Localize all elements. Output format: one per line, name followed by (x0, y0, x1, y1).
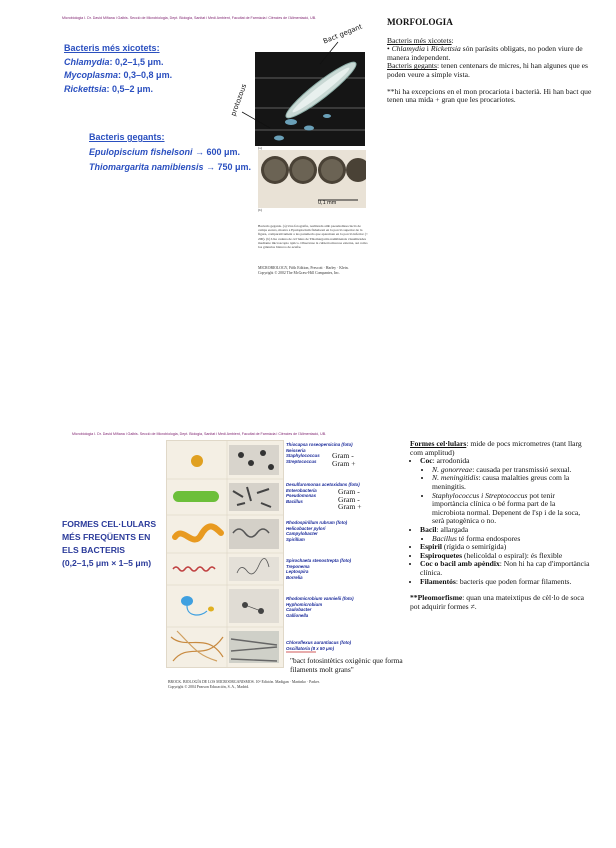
notes2-espiroqueta: • Espiroquetes (helicoïdal o espiral): és flexible (420, 552, 590, 561)
notes-exceptions: **hi ha excepcions en el mon procariota i bacterià. Hi han bact que tenen una mida + gran que les procariotes. (387, 86, 592, 105)
page2-header: Microbiologia I. Dr. David Miñana i Galbis. Secció de Microbiologia, Dept. Biologia, Sanitat i Medi Ambient, Facultat de Farmàcia i Ciències de l'Alimentació, UB. (72, 432, 327, 436)
credit-1: MICROBIOLOGY, Fifth Edition, Prescott · Harley · Klein. (258, 266, 349, 270)
micrograph-b (258, 150, 366, 208)
notes-small-heading: Bacteris més xicotets: (387, 35, 454, 45)
notes-giant: Bacteris gegants: tenen centenars de micres, hi han algunes que es poden veure a simple vista. (387, 61, 588, 79)
slide2-title (62, 518, 156, 570)
arrow-to-protozoa (240, 108, 280, 138)
small-item-2: Mycoplasma: 0,3–0,8 μm. (64, 70, 173, 80)
panel-b-label: (b) (258, 208, 263, 212)
figure-caption: Bacteris gegants. (a) Una fotografia, realitzada amb pseudodissociació de camps escurs, mostra a Epulopiscium fishelsoni en la porció superior de la figura, comparativament a les paramecis que apareixen en la porció inferior (× 200). (b) Una cadena de cèl·lules de Thiomargarita namibiensis visualitzades mediante microscopio óptico. Observese la cubierta mucosa externa, así como los gránulos blancos de azufre. (258, 224, 368, 250)
notes-small-item: • Chlamydia i Rickettsia són paràsits obligats, no poden viure de manera independent. (387, 44, 583, 62)
page1-header: Microbiologia I. Dr. David Miñana i Galbis. Secció de Microbiologia, Dept. Biologia, Sanitat i Medi Ambient, Facultat de Farmàcia i Ciències de l'Alimentació, UB. (62, 16, 317, 20)
notes2-espiril: • Espiril (rígida o semirígida) (420, 543, 590, 552)
underline-oscillatoria (286, 650, 326, 654)
shapes-illustrations (167, 441, 283, 667)
scale-label: 0,1 mm (318, 200, 337, 206)
row2-names: Desulfuromonas acetoxidans (foto) Enterobacteria Pseudomonas Bacillus (286, 482, 360, 504)
shapes-figure (166, 440, 284, 668)
panel-a-label: (a) (258, 146, 262, 150)
arrow-to-giant (310, 40, 350, 70)
giant-item-2: Thiomargarita namibiensis → 750 μm. (89, 162, 252, 172)
giant-bacteria-block (89, 130, 251, 175)
handwritten-filament-note: "bact fotosintètics oxigènic que forma filaments molt grans" (290, 656, 403, 674)
credit-brock-2: Copyright © 2004 Pearson Educación, S. A., Madrid. (168, 685, 250, 689)
notes2-filamentos: • Filamentós: bacteris que poden formar filaments. (420, 578, 590, 587)
credit-brock-1: BROCK. BIOLOGÍA DE LOS MICROORGANISMOS. 10ª Edición. Madigan · Martinko · Parker. (168, 680, 320, 684)
notes2-coc-sub-3: • Staphylococcus i Streptococcus pot tenir importància clínica o bé forma part de la microbiota normal. Depenent de l'sp i de la soca, serà patogènica o no. (432, 492, 590, 526)
gram-row1: Gram - Gram + (332, 451, 356, 468)
row6-names: Chloroflexus aurantiacus (foto) Oscillatoria (8 x 50 μm) (286, 640, 352, 651)
small-item-1: Chlamydia: 0,2–1,5 μm. (64, 56, 164, 67)
notes2-pleomorfisme: **Pleomorfisme: quan una mateixtipus de cèl·lo de soca pot adquirir formes ≠. (410, 593, 584, 611)
notes2-coc-bacil-apendix: • Coc o bacil amb apèndix: Non hi ha cap d'importància clínica. (420, 560, 590, 577)
thiomargarita-image (258, 150, 366, 208)
notes2-title: Formes cel·lulars: mide de pocs micrometres (tant llarg com amplitud) (410, 439, 582, 457)
row5-names: Rhodomicrobium vannielii (foto) Hyphomicrobium Caulobacter Gallionella (286, 596, 354, 618)
small-bacteria-block (64, 42, 172, 96)
row3-names: Rhodospirillum rubrum (foto) Helicobacter pylori Campylobacter Spirillum (286, 520, 348, 542)
slide2-title-line4: (0,2–1,5 μm × 1–5 μm) (62, 558, 152, 568)
slide2-title-line2: MÉS FREQÜENTS EN (62, 532, 151, 542)
row4-names: Spirochaeta stenostrepta (foto) Treponema Leptospira Borrelia (286, 558, 352, 580)
credit-2: Copyright © 2002 The McGraw-Hill Companies, Inc. (258, 271, 340, 275)
page2-notes (410, 440, 590, 611)
notes2-coc-sub-1: • N. gonorreae: causada per transmissió sexual. (432, 466, 590, 475)
notes2-coc: • Coc: arrodonida • N. gonorreae: causada per transmissió sexual. • N. meningitidis: causa malalties greus com la meningitis. • Staphylococcus i Streptococcus pot tenir importància clínica o bé forma part de la microbiota normal. Depenent de l'sp i de la soca, serà patogènica o no. (420, 457, 590, 526)
handwritten-protozoa-label: protozous (229, 82, 249, 118)
giant-bacteria-title: Bacteris gegants: (89, 132, 165, 142)
notes2-coc-sub-2: • N. meningitidis: causa malalties greus com la meningitis. (432, 474, 590, 491)
handwritten-giant-label: Bact gegant (322, 22, 364, 46)
small-bacteria-title: Bacteris més xicotets: (64, 43, 160, 53)
gram-row2: Gram - Gram - Gram + (338, 487, 362, 512)
notes2-bacil: • Bacil: allargada • Bacillus té forma endospores (420, 526, 590, 543)
notes2-bacil-sub: • Bacillus té forma endospores (432, 535, 590, 544)
giant-item-1: Epulopiscium fishelsoni → 600 μm. (89, 147, 241, 157)
small-item-3: Rickettsia: 0,5–2 μm. (64, 83, 154, 94)
slide2-title-line1: FORMES CEL·LULARS (62, 519, 157, 529)
slide2-title-line3: ELS BACTERIS (62, 545, 126, 555)
row1-names: Thiocapsa roseopersicina (foto) Neisseria Staphylococcus Streptococcus (286, 442, 353, 464)
notes-title: MORFOLOGIA (387, 17, 453, 27)
page1-notes (387, 18, 592, 105)
